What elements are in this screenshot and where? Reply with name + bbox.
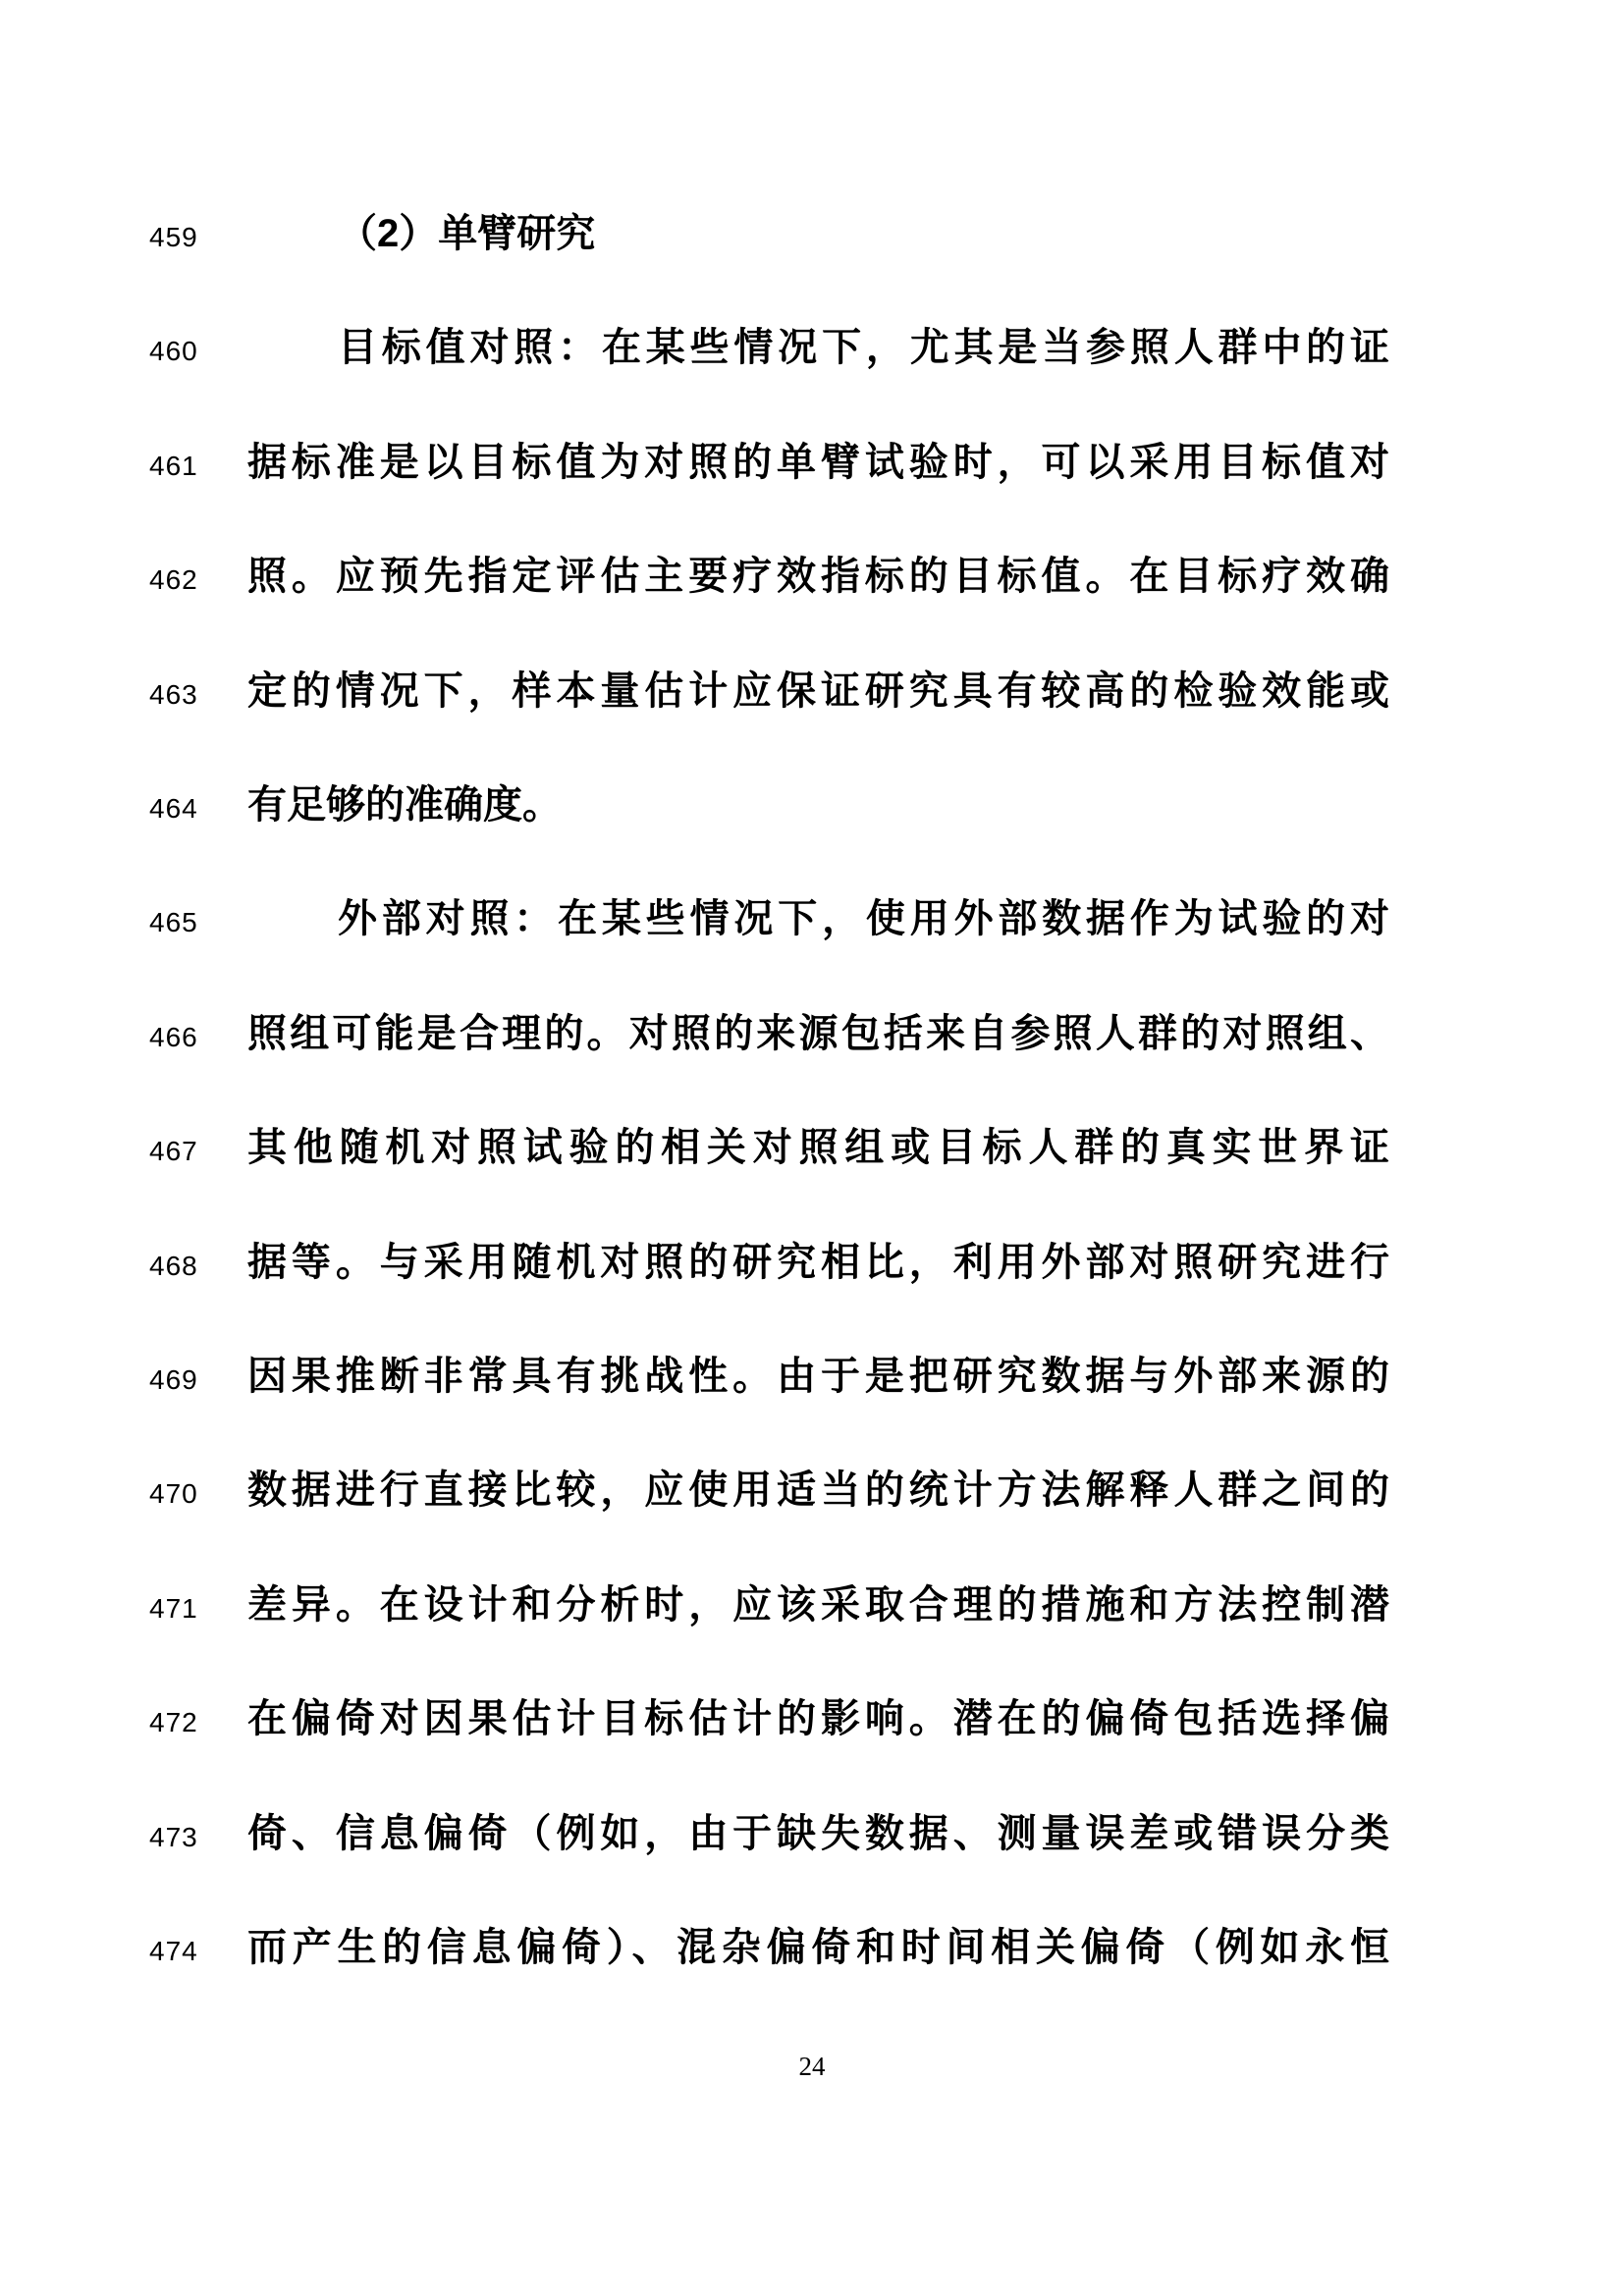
document-line — [149, 1237, 1389, 1288]
line-number: 471 — [149, 1593, 198, 1624]
document-line — [149, 551, 1389, 602]
line-number: 460 — [149, 336, 198, 366]
line-text: 数据进行直接比较，应使用适当的统计方法解释人群之间的 — [247, 1468, 1389, 1512]
line-number: 461 — [149, 451, 198, 481]
document-line — [149, 1579, 1389, 1630]
line-number: 469 — [149, 1364, 198, 1395]
line-number: 464 — [149, 793, 198, 824]
line-number: 466 — [149, 1022, 198, 1052]
line-number: 474 — [149, 1936, 198, 1966]
document-line — [149, 1922, 1389, 1973]
document-line — [149, 666, 1389, 717]
line-text: 在偏倚对因果估计目标估计的影响。潜在的偏倚包括选择偏 — [247, 1697, 1389, 1740]
line-text: 照。应预先指定评估主要疗效指标的目标值。在目标疗效确 — [247, 555, 1389, 598]
line-text: 照组可能是合理的。对照的来源包括来自参照人群的对照组、 — [247, 1012, 1389, 1055]
line-text: 据等。与采用随机对照的研究相比，利用外部对照研究进行 — [247, 1241, 1389, 1284]
line-text: 外部对照：在某些情况下，使用外部数据作为试验的对 — [338, 897, 1389, 940]
line-number: 473 — [149, 1822, 198, 1852]
document-line — [149, 437, 1389, 488]
line-text: （2）单臂研究 — [338, 212, 596, 255]
line-number: 470 — [149, 1478, 198, 1509]
line-text: 而产生的信息偏倚）、混杂偏倚和时间相关偏倚（例如永恒 — [247, 1926, 1389, 1969]
line-number: 465 — [149, 907, 198, 937]
line-number: 459 — [149, 222, 198, 252]
document-line — [149, 893, 1389, 944]
document-line — [149, 1808, 1389, 1859]
document-line — [149, 208, 1389, 259]
document-line — [149, 1693, 1389, 1744]
line-text: 其他随机对照试验的相关对照组或目标人群的真实世界证 — [247, 1126, 1389, 1169]
line-text: 定的情况下，样本量估计应保证研究具有较高的检验效能或 — [247, 669, 1389, 713]
line-number: 472 — [149, 1707, 198, 1737]
line-text: 差异。在设计和分析时，应该采取合理的措施和方法控制潜 — [247, 1583, 1389, 1627]
line-text: 有足够的准确度。 — [247, 783, 562, 827]
line-number: 467 — [149, 1136, 198, 1166]
document-line — [149, 779, 1389, 830]
line-text: 目标值对照：在某些情况下，尤其是当参照人群中的证 — [338, 326, 1389, 369]
document-line — [149, 1122, 1389, 1173]
document-line — [149, 1465, 1389, 1516]
document-line — [149, 322, 1389, 373]
line-number: 463 — [149, 679, 198, 710]
line-number: 462 — [149, 564, 198, 595]
document-line — [149, 1351, 1389, 1402]
line-text: 因果推断非常具有挑战性。由于是把研究数据与外部来源的 — [247, 1355, 1389, 1398]
line-text: 据标准是以目标值为对照的单臂试验时，可以采用目标值对 — [247, 441, 1389, 484]
document-line — [149, 1008, 1389, 1059]
line-text: 倚、信息偏倚（例如，由于缺失数据、测量误差或错误分类 — [247, 1812, 1389, 1855]
line-number: 468 — [149, 1251, 198, 1281]
page-number: 24 — [798, 2052, 826, 2081]
